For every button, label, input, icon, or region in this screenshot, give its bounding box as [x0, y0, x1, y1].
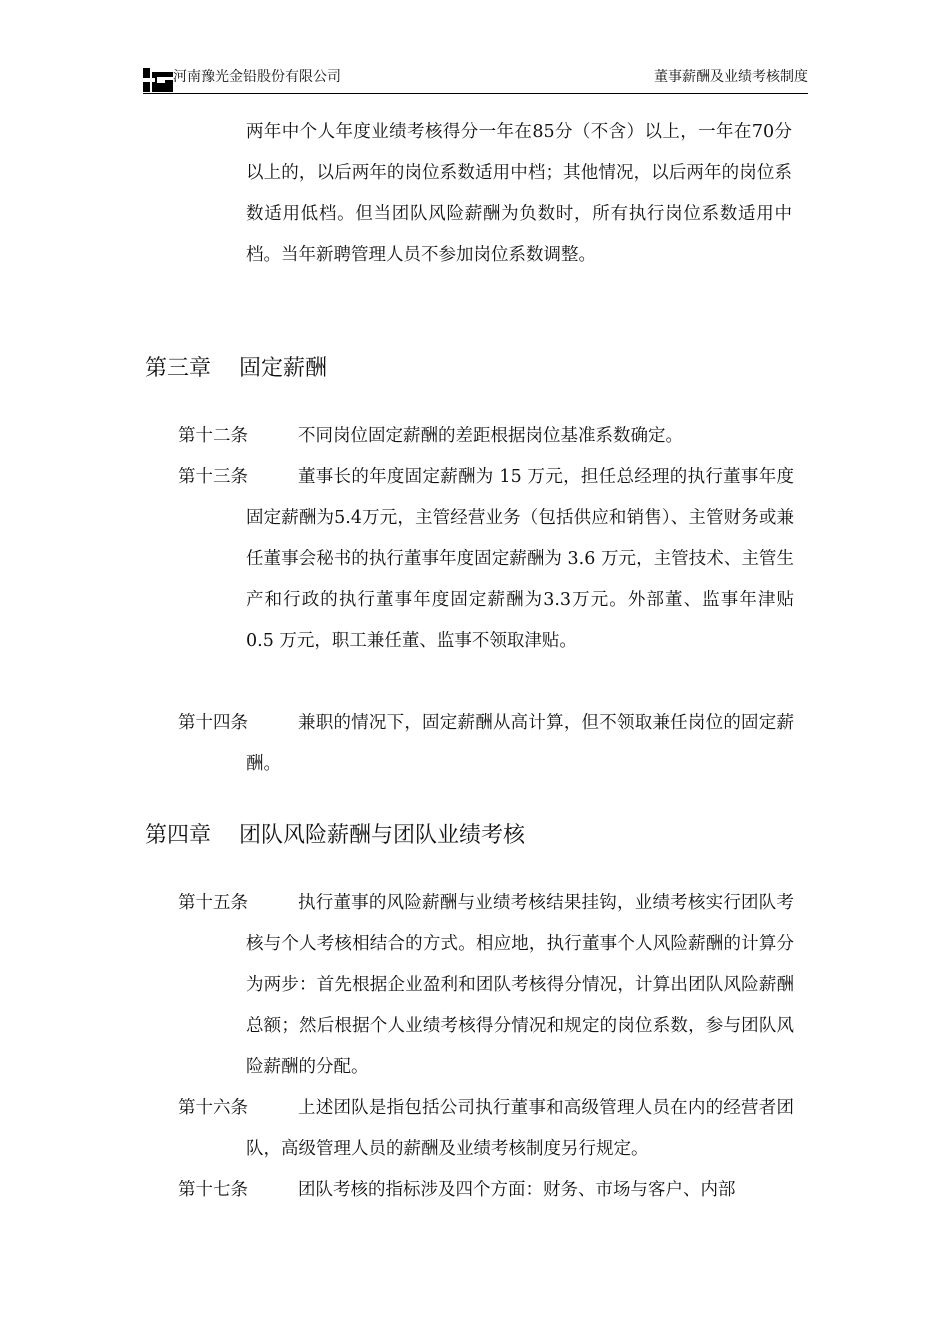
chapter-title: 固定薪酬 — [239, 356, 328, 381]
article-16 — [178, 1088, 794, 1170]
article-text: 不同岗位固定薪酬的差距根据岗位基准系数确定。 — [298, 426, 683, 446]
article-number: 第十三条 — [178, 467, 248, 487]
chapter-number: 第四章 — [145, 823, 212, 848]
page-header — [143, 64, 808, 94]
article-number: 第十二条 — [178, 426, 248, 446]
header-divider — [143, 93, 808, 94]
article-text: 董事长的年度固定薪酬为 15 万元，担任总经理的执行董事年度固定薪酬为5.4万元，主管经营业务（包括供应和销售）、主管财务或兼任董事会秘书的执行董事年度固定薪酬为 3.6 万元，主管技术、主管生产和行政的执行董事年度固定薪酬为3.3万元。外部董、监事年津贴 0.5 万元，职工兼任董、监事不领取津贴。 — [246, 467, 794, 651]
yuguang-logo-icon — [143, 68, 173, 92]
article-text: 兼职的情况下，固定薪酬从高计算，但不领取兼任岗位的固定薪酬。 — [246, 713, 794, 774]
article-number: 第十七条 — [178, 1180, 248, 1200]
article-number: 第十六条 — [178, 1098, 248, 1118]
chapter-3-heading — [145, 354, 327, 384]
chapter-number: 第三章 — [145, 356, 212, 381]
article-number: 第十四条 — [178, 713, 248, 733]
article-text: 上述团队是指包括公司执行董事和高级管理人员在内的经营者团队，高级管理人员的薪酬及业绩考核制度另行规定。 — [246, 1098, 794, 1159]
document-title: 董事薪酬及业绩考核制度 — [654, 69, 808, 85]
article-17 — [178, 1170, 794, 1211]
company-name: 河南豫光金铅股份有限公司 — [173, 69, 341, 85]
article-12 — [178, 416, 794, 457]
article-13 — [178, 457, 794, 662]
article-text: 团队考核的指标涉及四个方面：财务、市场与客户、内部 — [298, 1180, 736, 1200]
article-15 — [178, 883, 794, 1088]
chapter-4-heading — [145, 821, 525, 851]
chapter-title: 团队风险薪酬与团队业绩考核 — [239, 823, 526, 848]
article-14 — [178, 703, 794, 785]
article-number: 第十五条 — [178, 893, 248, 913]
article-text: 执行董事的风险薪酬与业绩考核结果挂钩，业绩考核实行团队考核与个人考核相结合的方式。相应地，执行董事个人风险薪酬的计算分为两步：首先根据企业盈利和团队考核得分情况，计算出团队风险薪酬总额；然后根据个人业绩考核得分情况和规定的岗位系数，参与团队风险薪酬的分配。 — [246, 893, 794, 1077]
continuation-paragraph: 两年中个人年度业绩考核得分一年在85分（不含）以上，一年在70分以上的，以后两年的岗位系数适用中档；其他情况，以后两年的岗位系数适用低档。但当团队风险薪酬为负数时，所有执行岗位系数适用中档。当年新聘管理人员不参加岗位系数调整。 — [246, 122, 792, 265]
